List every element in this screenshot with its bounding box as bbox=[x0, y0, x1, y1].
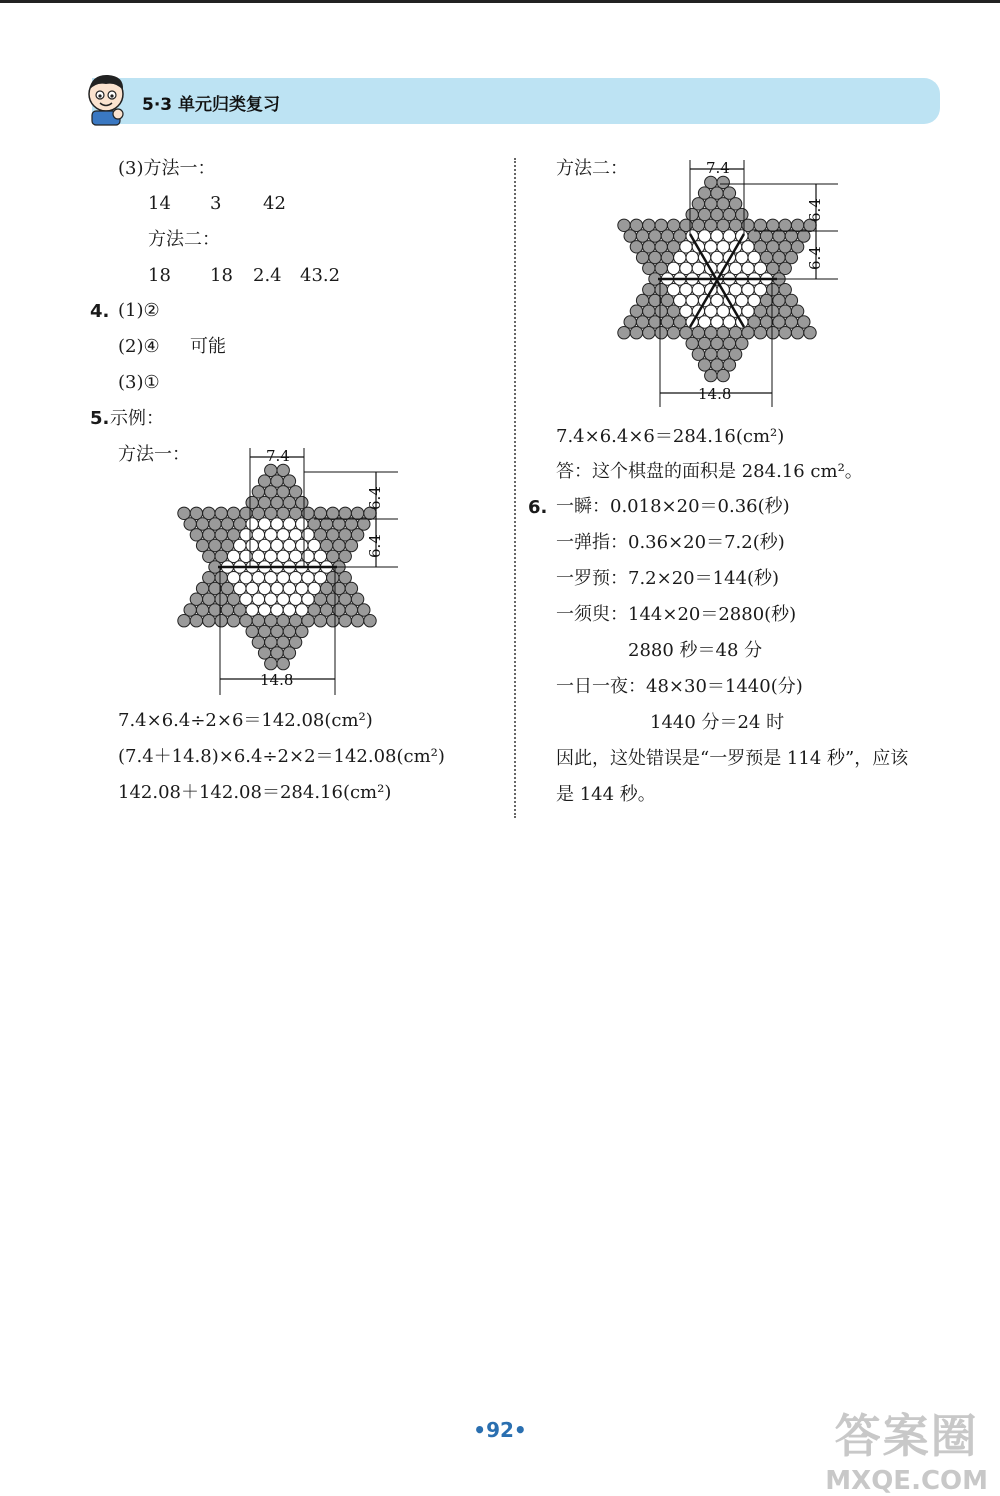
bead bbox=[246, 518, 258, 530]
bead bbox=[729, 198, 741, 210]
bead bbox=[345, 518, 357, 530]
bead bbox=[227, 593, 239, 605]
bead bbox=[717, 369, 729, 381]
bead bbox=[246, 539, 258, 551]
bead bbox=[271, 518, 283, 530]
bead bbox=[779, 305, 791, 317]
bead bbox=[190, 593, 202, 605]
bead bbox=[686, 337, 698, 349]
bead bbox=[333, 518, 345, 530]
column-divider bbox=[514, 158, 516, 818]
bead bbox=[680, 284, 692, 296]
q6-line: 一瞬：0.018×20＝0.36(秒) bbox=[556, 496, 790, 517]
bead bbox=[649, 251, 661, 263]
bead bbox=[798, 230, 810, 242]
bead bbox=[773, 251, 785, 263]
bead bbox=[742, 284, 754, 296]
q5-formula: 142.08＋142.08＝284.16(cm²) bbox=[118, 782, 392, 803]
bead bbox=[314, 615, 326, 627]
bead bbox=[636, 251, 648, 263]
dim-label-right-b: 6.4 bbox=[366, 534, 384, 558]
bead bbox=[649, 230, 661, 242]
q6-number: 6. bbox=[528, 497, 548, 518]
bead bbox=[791, 305, 803, 317]
bead bbox=[327, 615, 339, 627]
bead bbox=[209, 518, 221, 530]
q4-line: (2)④ bbox=[118, 336, 160, 357]
hexagram-figure-method1 bbox=[180, 440, 420, 700]
bead bbox=[723, 230, 735, 242]
bead bbox=[178, 615, 190, 627]
bead bbox=[320, 518, 332, 530]
bead bbox=[209, 539, 221, 551]
q6-line: 一须臾：144×20＝2880(秒) bbox=[556, 604, 797, 625]
bead bbox=[643, 327, 655, 339]
bead bbox=[203, 593, 215, 605]
bead bbox=[680, 305, 692, 317]
dim-label-right-a: 6.4 bbox=[366, 486, 384, 510]
bead bbox=[339, 593, 351, 605]
bead bbox=[674, 251, 686, 263]
top-rule bbox=[0, 0, 1000, 3]
bead bbox=[636, 230, 648, 242]
bead bbox=[221, 518, 233, 530]
bead bbox=[754, 284, 766, 296]
q3-value: 18 bbox=[210, 265, 233, 286]
bead bbox=[717, 305, 729, 317]
bead bbox=[729, 284, 741, 296]
bead bbox=[289, 486, 301, 498]
q3-value: 18 bbox=[148, 265, 171, 286]
dim-label-top: 7.4 bbox=[706, 159, 730, 177]
bead bbox=[779, 284, 791, 296]
dim-label-top: 7.4 bbox=[266, 447, 290, 465]
bead bbox=[252, 486, 264, 498]
bead bbox=[692, 284, 704, 296]
bead bbox=[296, 539, 308, 551]
bead bbox=[742, 305, 754, 317]
bead bbox=[252, 572, 264, 584]
bead bbox=[320, 539, 332, 551]
bead bbox=[240, 593, 252, 605]
bead bbox=[271, 625, 283, 637]
bead bbox=[754, 305, 766, 317]
page-number: •92• bbox=[473, 1418, 527, 1442]
q6-line: 因此，这处错误是“一罗预是 114 秒”，应该 bbox=[556, 748, 909, 769]
bead bbox=[283, 518, 295, 530]
bead bbox=[215, 593, 227, 605]
bead bbox=[302, 572, 314, 584]
mascot-icon bbox=[82, 70, 130, 126]
bead bbox=[277, 657, 289, 669]
dim-label-bottom: 14.8 bbox=[260, 671, 294, 689]
bead bbox=[221, 539, 233, 551]
q3-value: 42 bbox=[263, 193, 286, 214]
bead bbox=[655, 305, 667, 317]
q6-line: 1440 分＝24 时 bbox=[650, 712, 785, 733]
page-title: 5·3 单元归类复习 bbox=[142, 95, 281, 115]
dim-label-right-b: 6.4 bbox=[806, 246, 824, 270]
right-m2-label: 方法二： bbox=[556, 158, 628, 179]
bead bbox=[277, 486, 289, 498]
bead bbox=[791, 327, 803, 339]
bead bbox=[327, 593, 339, 605]
q6-line: 一弹指：0.36×20＝7.2(秒) bbox=[556, 532, 785, 553]
bead bbox=[760, 230, 772, 242]
bead bbox=[184, 518, 196, 530]
q4-line: (1)② bbox=[118, 300, 160, 321]
bead bbox=[227, 615, 239, 627]
q4-number: 4. bbox=[90, 301, 110, 322]
bead bbox=[779, 327, 791, 339]
bead bbox=[271, 539, 283, 551]
q5-number: 5. bbox=[90, 408, 110, 429]
bead bbox=[748, 230, 760, 242]
bead bbox=[705, 305, 717, 317]
bead bbox=[773, 230, 785, 242]
bead bbox=[661, 230, 673, 242]
bead bbox=[314, 593, 326, 605]
bead bbox=[265, 572, 277, 584]
right-answer: 答：这个棋盘的面积是 284.16 cm²。 bbox=[556, 461, 863, 482]
bead bbox=[785, 251, 797, 263]
q3-value: 3 bbox=[210, 193, 222, 214]
bead bbox=[314, 572, 326, 584]
right-formula: 7.4×6.4×6＝284.16(cm²) bbox=[556, 426, 785, 447]
bead bbox=[196, 518, 208, 530]
bead bbox=[711, 337, 723, 349]
bead bbox=[234, 518, 246, 530]
bead bbox=[711, 251, 723, 263]
bead bbox=[804, 327, 816, 339]
q5-label: 示例： bbox=[110, 408, 164, 429]
bead bbox=[364, 615, 376, 627]
bead bbox=[717, 198, 729, 210]
bead bbox=[265, 593, 277, 605]
bead bbox=[760, 251, 772, 263]
watermark-domain: MXQE.COM bbox=[825, 1466, 988, 1496]
bead bbox=[358, 518, 370, 530]
bead bbox=[754, 327, 766, 339]
bead bbox=[283, 625, 295, 637]
bead bbox=[643, 284, 655, 296]
bead bbox=[277, 572, 289, 584]
bead bbox=[258, 518, 270, 530]
bead bbox=[302, 593, 314, 605]
bead bbox=[643, 305, 655, 317]
bead bbox=[624, 230, 636, 242]
q6-line: 是 144 秒。 bbox=[556, 784, 656, 805]
q3-value: 14 bbox=[148, 193, 171, 214]
bead bbox=[667, 305, 679, 317]
bead bbox=[767, 327, 779, 339]
bead bbox=[351, 593, 363, 605]
bead bbox=[630, 327, 642, 339]
bead bbox=[767, 305, 779, 317]
bead bbox=[345, 539, 357, 551]
q3-label: (3)方法一： bbox=[118, 158, 216, 179]
bead bbox=[203, 615, 215, 627]
q6-line: 2880 秒＝48 分 bbox=[628, 640, 763, 661]
bead bbox=[785, 230, 797, 242]
bead bbox=[736, 337, 748, 349]
q5-m1-label: 方法一： bbox=[118, 444, 190, 465]
bead bbox=[289, 593, 301, 605]
bead bbox=[203, 572, 215, 584]
bead bbox=[234, 539, 246, 551]
bead bbox=[661, 251, 673, 263]
bead bbox=[723, 337, 735, 349]
bead bbox=[655, 284, 667, 296]
bead bbox=[215, 572, 227, 584]
watermark-text: 答案圈 bbox=[834, 1409, 979, 1463]
bead bbox=[227, 572, 239, 584]
bead bbox=[308, 539, 320, 551]
bead bbox=[196, 539, 208, 551]
q3-value: 2.4 bbox=[253, 265, 282, 286]
q3-m2-label: 方法二： bbox=[148, 229, 220, 250]
q4-line: (3)① bbox=[118, 372, 160, 393]
bead bbox=[339, 615, 351, 627]
bead bbox=[655, 327, 667, 339]
bead bbox=[327, 572, 339, 584]
q6-line: 一罗预：7.2×20＝144(秒) bbox=[556, 568, 780, 589]
q3-value: 43.2 bbox=[300, 265, 341, 286]
bead bbox=[215, 615, 227, 627]
q4-extra: 可能 bbox=[190, 336, 226, 357]
bead bbox=[289, 572, 301, 584]
q5-formula: 7.4×6.4÷2×6＝142.08(cm²) bbox=[118, 710, 373, 731]
bead bbox=[277, 593, 289, 605]
bead bbox=[767, 284, 779, 296]
bead bbox=[686, 251, 698, 263]
dim-label-bottom: 14.8 bbox=[698, 385, 732, 403]
bead bbox=[246, 625, 258, 637]
bead bbox=[698, 337, 710, 349]
bead bbox=[705, 369, 717, 381]
bead bbox=[630, 305, 642, 317]
bead bbox=[711, 230, 723, 242]
bead bbox=[351, 615, 363, 627]
bead bbox=[667, 327, 679, 339]
bead bbox=[736, 251, 748, 263]
bead bbox=[252, 593, 264, 605]
hexagram-figure-method2 bbox=[620, 152, 860, 412]
q5-formula: (7.4＋14.8)×6.4÷2×2＝142.08(cm²) bbox=[118, 746, 445, 767]
bead bbox=[333, 539, 345, 551]
q6-line: 一日一夜：48×30＝1440(分) bbox=[556, 676, 803, 697]
bead bbox=[258, 625, 270, 637]
bead bbox=[692, 198, 704, 210]
bead bbox=[674, 230, 686, 242]
watermark-logo bbox=[825, 1400, 988, 1496]
bead bbox=[339, 572, 351, 584]
bead bbox=[698, 230, 710, 242]
bead bbox=[283, 539, 295, 551]
bead bbox=[296, 518, 308, 530]
bead bbox=[748, 251, 760, 263]
bead bbox=[258, 539, 270, 551]
bead bbox=[705, 198, 717, 210]
bead bbox=[265, 486, 277, 498]
bead bbox=[308, 518, 320, 530]
bead bbox=[265, 657, 277, 669]
dim-label-right-a: 6.4 bbox=[806, 198, 824, 222]
bead bbox=[667, 284, 679, 296]
bead bbox=[618, 327, 630, 339]
bead bbox=[240, 572, 252, 584]
bead bbox=[296, 625, 308, 637]
bead bbox=[190, 615, 202, 627]
